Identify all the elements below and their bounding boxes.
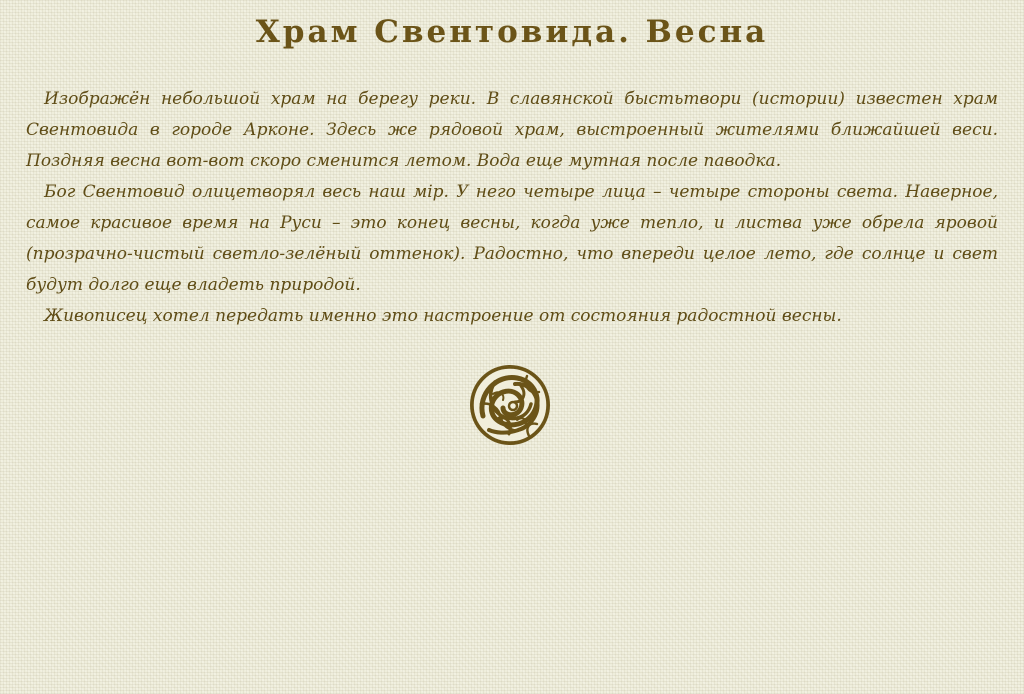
page-title: Храм Свентовида. Весна <box>255 14 769 50</box>
paragraph-3: Живописец хотел передать именно это настроение от состояния радостной весны. <box>44 306 842 326</box>
paragraph-2: Бог Свентовид олицетворял весь наш мiр. У него четыре лица – четыре стороны света. Наверное, самое красивое время на Руси – это конец весны, когда уже тепло, и листва уже обрела яровой (прозрачно-чистый светло-зелёный оттенок). Радостно, что впереди целое лето, где солнце и свет будут долго еще владеть природой. <box>26 182 998 295</box>
paragraph-1: Изображён небольшой храм на берегу реки. В славянской быстьтвори (истории) известен храм Свентовида в городе Арконе. Здесь же рядовой храм, выстроенный жителями ближайшей веси. Поздняя весна вот-вот скоро сменится летом. Вода еще мутная после паводка. <box>26 89 998 171</box>
celtic-knot-medallion-icon <box>469 364 551 446</box>
description-text <box>26 84 998 332</box>
